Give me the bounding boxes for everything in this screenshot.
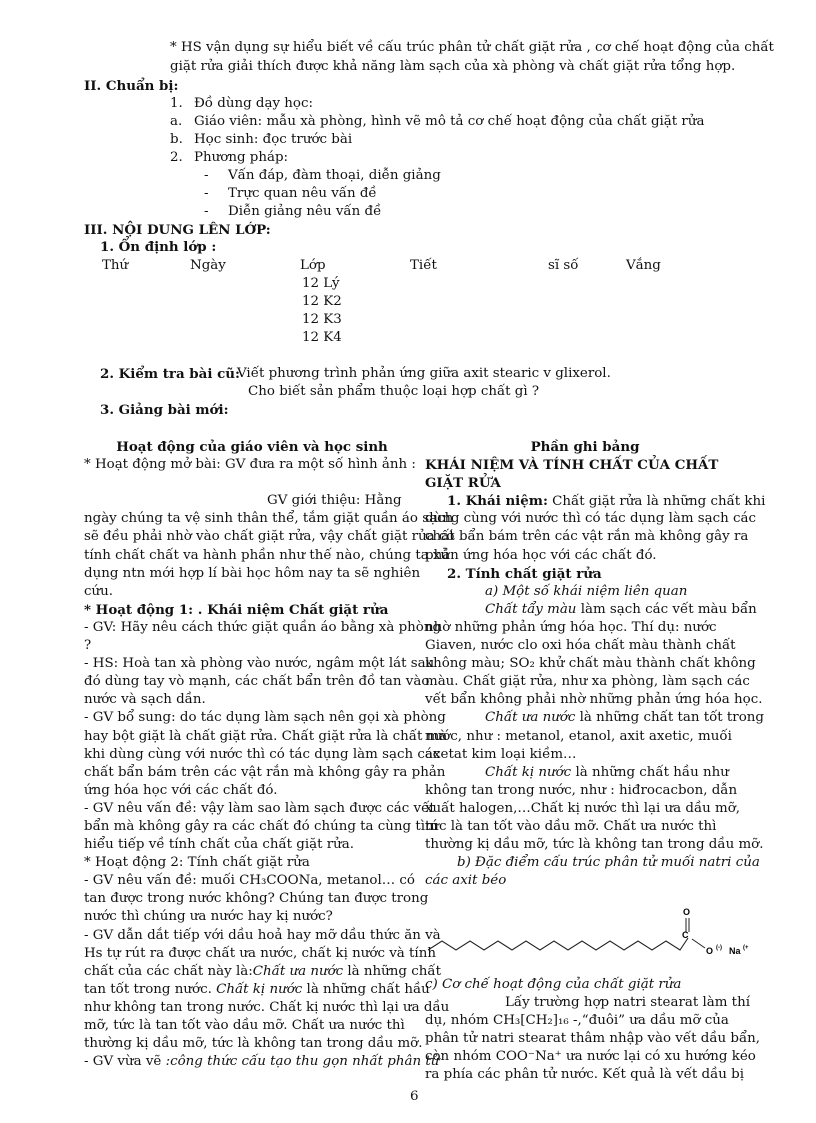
properties-heading: 2. Tính chất giặt rửa — [447, 565, 602, 582]
right-line: dụ, nhóm CH₃[CH₂]₁₆ -,“đuôi” ưa dầu mỡ của — [425, 1013, 729, 1029]
right-line: chất bẩn bám trên các vật rắn mà không gây ra — [425, 529, 749, 545]
right-line: tức là tan tốt vào dầu mỡ. Chất ưa nước thì — [425, 818, 717, 834]
right-line: thường kị dầu mỡ, tức là không tan trong dầu mỡ. — [425, 837, 764, 853]
term-hydrophilic: Chất ưa nước — [252, 963, 344, 979]
right-line: phản ứng hóa học với các chất đó. — [425, 547, 657, 563]
left-line: - HS: Hoà tan xà phòng vào nước, ngâm một lát sau — [84, 656, 435, 672]
left-line: - GV nêu vấn đề: muối CH₃COONa, metanol… có — [84, 873, 415, 889]
table-header: Tiết — [410, 258, 437, 273]
left-line: - GV nêu vấn đề: vậy làm sao làm sạch được các vết — [84, 800, 435, 816]
right-text: làm sạch các vết màu bẩn — [576, 601, 757, 617]
left-line: tan được trong nước không? Chúng tan được trong — [84, 891, 429, 907]
carbon-label: C — [682, 930, 689, 940]
check-label: 2. Kiểm tra bài cũ: — [100, 366, 240, 382]
right-text: Chất giặt rửa là những chất khi — [547, 494, 766, 510]
right-line: xuất halogen,…Chất kị nước thì lại ưa dầu mỡ, — [425, 800, 741, 816]
prep-item-text: Học sinh: đọc trước bài — [194, 132, 353, 147]
oxygen-anion-label: O — [706, 946, 714, 956]
method-item: Diễn giảng nêu vấn đề — [228, 204, 382, 219]
right-text: là những chất tan tốt trong — [575, 710, 764, 726]
left-line: như không tan trong nước. Chất kị nước thì lại ưa dầu — [84, 999, 450, 1015]
prep-item-num: a. — [170, 114, 183, 129]
sodium-stearate-structure — [425, 904, 755, 962]
right-line: Lấy trường hợp natri stearat làm thí — [505, 995, 750, 1011]
method-dash: - — [204, 204, 209, 219]
right-line: không tan trong nước, như : hiđrocacbon, dẫn — [425, 782, 738, 798]
left-line: * Hoạt động mở bài: GV đưa ra một số hình ảnh : — [84, 457, 416, 473]
right-line: nước, như : metanol, etanol, axit axetic, muối — [425, 728, 732, 744]
right-line: vết bẩn không phải nhờ những phản ứng hóa học. — [425, 692, 763, 708]
subheading-a: a) Một số khái niệm liên quan — [485, 583, 688, 599]
left-line: - GV dẫn dắt tiếp với dầu hoả hay mỡ dầu thức ăn và — [84, 927, 441, 943]
left-line: cứu. — [84, 583, 114, 599]
table-header: sĩ số — [548, 258, 579, 273]
table-header: Thứ — [102, 258, 129, 273]
right-line: không màu; SO₂ khử chất màu thành chất không — [425, 656, 756, 672]
term-hydrophilic: Chất ưa nước — [485, 710, 576, 726]
prep-item-num: b. — [170, 132, 183, 147]
check-text: Viết phương trình phản ứng giữa axit stearic v glixerol. — [237, 366, 611, 381]
lesson-title: KHÁI NIỆM VÀ TÍNH CHẤT CỦA CHẤT — [425, 457, 719, 474]
mechanism-section — [425, 976, 761, 1085]
page-number: 6 — [410, 1089, 419, 1104]
right-line: ra phía các phân tử nước. Kết quả là vết dầu bị — [425, 1067, 745, 1083]
table-header: Lớp — [300, 258, 326, 273]
prep-item-text: Giáo viên: mẫu xà phòng, hình vẽ mô tả cơ chế hoạt động của chất giặt rửa — [194, 114, 705, 129]
stabilize-heading: 1. Ổn định lớp : — [100, 239, 217, 255]
left-line: nước và sạch dần. — [84, 692, 206, 708]
left-line: GV giới thiệu: Hằng — [267, 493, 402, 509]
method-item: Trực quan nêu vấn đề — [228, 186, 377, 201]
lesson-title: GIẶT RỬA — [425, 475, 501, 492]
subheading-b: các axit béo — [425, 873, 507, 889]
prep-item-num: 2. — [170, 150, 183, 165]
carboxylate-bond — [692, 939, 705, 948]
left-line: bẩn mà không gây ra các chất đó chúng ta cùng tìm — [84, 818, 438, 834]
negative-charge-label: (-) — [716, 945, 722, 951]
right-line: dùng cùng với nước thì có tác dụng làm sạch các — [425, 511, 757, 527]
right-line: màu. Chất giặt rửa, như xa phòng, làm sạch các — [425, 674, 750, 690]
left-line: - GV: Hãy nêu cách thức giặt quần áo bằng xà phòng — [84, 619, 442, 635]
left-line: Hs tự rút ra được chất ưa nước, chất kị nước và tính — [84, 945, 436, 961]
left-line: ứng hóa học với các chất đó. — [84, 782, 278, 798]
left-line: hiểu tiếp về tính chất của chất giặt rửa. — [84, 837, 355, 853]
left-line: - GV bổ sung: do tác dụng làm sạch nên gọi xà phòng — [84, 710, 446, 726]
left-line: nước thì chúng ưa nước hay kị nước? — [84, 909, 333, 925]
activity-1-heading: * Hoạt động 1: . Khái niệm Chất giặt rửa — [84, 601, 389, 618]
class-name: 12 Lý — [302, 276, 340, 291]
left-line: dụng ntn mới hợp lí bài học hôm nay ta sẽ nghiên — [84, 565, 421, 581]
left-line: hay bột giặt là chất giặt rửa. Chất giặt rửa là chất mà — [84, 728, 448, 744]
teacher-student-column — [84, 438, 455, 1071]
right-line: phân tử natri stearat thâm nhập vào vết dầu bẩn, — [425, 1031, 761, 1047]
prep-item-text: Đồ dùng dạy học: — [194, 96, 313, 111]
hydrocarbon-chain — [428, 938, 688, 950]
class-name: 12 K2 — [302, 294, 342, 309]
oxygen-label: O — [683, 907, 691, 917]
content-heading: III. NỘI DUNG LÊN LỚP: — [84, 222, 271, 238]
prep-heading: II. Chuẩn bị: — [84, 78, 179, 94]
concept-label: 1. Khái niệm: — [447, 493, 548, 510]
left-line: tính chất chất va hành phần như thế nào, chúng ta xử — [84, 547, 450, 563]
right-line: axetat kim loại kiềm… — [425, 746, 577, 762]
left-text: chất của các chất này là: — [84, 963, 253, 979]
left-line: mỡ, tức là tan tốt vào dầu mỡ. Chất ưa nước thì — [84, 1018, 405, 1033]
method-dash: - — [204, 186, 209, 201]
left-text: - GV vừa vẽ — [84, 1054, 166, 1070]
left-text: là những chất — [343, 963, 441, 979]
new-lesson-heading: 3. Giảng bài mới: — [100, 402, 229, 418]
left-line — [84, 1053, 440, 1071]
term-hydrophobic: Chất kị nước — [216, 981, 303, 997]
term-bleach: Chất tẩy màu — [485, 601, 577, 617]
left-line: thường kị dầu mỡ, tức là không tan trong dầu mỡ. — [84, 1036, 423, 1052]
positive-charge-label: (+ — [743, 945, 749, 951]
class-name: 12 K3 — [302, 312, 342, 327]
left-line: chất bẩn bám trên các vật rắn mà không gây ra phản — [84, 764, 446, 780]
sodium-label: Na — [729, 946, 741, 956]
right-line: còn nhóm COO⁻Na⁺ ưa nước lại có xu hướng kéo — [425, 1049, 756, 1065]
right-column-title: Phần ghi bảng — [530, 439, 640, 455]
right-text: là những chất hầu như — [571, 764, 729, 780]
left-blank-line — [84, 474, 420, 492]
left-line: sẽ đều phải nhờ vào chất giặt rửa, vậy chất giặt rửa có — [84, 529, 455, 545]
table-header: Vắng — [626, 258, 661, 273]
activity-2-heading: * Hoạt động 2: Tính chất giặt rửa — [84, 855, 310, 871]
left-line: ? — [84, 638, 92, 654]
left-text-italic: :công thức cấu tạo thu gọn nhất phân tử — [165, 1054, 440, 1070]
method-item: Vấn đáp, đàm thoại, diễn giảng — [228, 168, 441, 183]
table-header: Ngày — [190, 258, 226, 273]
method-dash: - — [204, 168, 209, 183]
left-text: tan tốt trong nước. — [84, 981, 212, 997]
intro-line-2: giặt rửa giải thích được khả năng làm sạch của xà phòng và chất giặt rửa tổng hợp. — [170, 59, 736, 74]
right-line: Giaven, nước clo oxi hóa chất màu thành chất — [425, 638, 736, 654]
class-name: 12 K4 — [302, 330, 342, 345]
intro-line-1: * HS vận dụng sự hiểu biết về cấu trúc phân tử chất giặt rửa , cơ chế hoạt động của chất — [170, 40, 774, 55]
term-hydrophobic: Chất kị nước — [485, 764, 572, 780]
left-line — [84, 981, 430, 999]
board-notes-column — [425, 438, 766, 890]
subheading-c: c) Cơ chế hoạt động của chất giặt rửa — [425, 977, 682, 992]
left-line: đó dùng tay vò mạnh, các chất bẩn trên đồ tan vào — [84, 674, 430, 690]
prep-item-num: 1. — [170, 96, 183, 111]
check-text: Cho biết sản phẩm thuộc loại hợp chất gì ? — [248, 384, 540, 399]
right-line: nhờ những phản ứng hóa học. Thí dụ: nước — [425, 619, 717, 635]
left-line: khi dùng cùng với nước thì có tác dụng làm sạch các — [84, 746, 441, 762]
left-line — [84, 963, 441, 981]
left-line: ngày chúng ta vệ sinh thân thể, tắm giặt quần áo sạch — [84, 511, 454, 527]
prep-item-text: Phương pháp: — [194, 150, 289, 165]
left-column-title: Hoạt động của giáo viên và học sinh — [116, 439, 388, 455]
left-text: là những chất hầu — [302, 981, 430, 997]
subheading-b: b) Đặc điểm cấu trúc phân tử muối natri của — [457, 855, 760, 871]
